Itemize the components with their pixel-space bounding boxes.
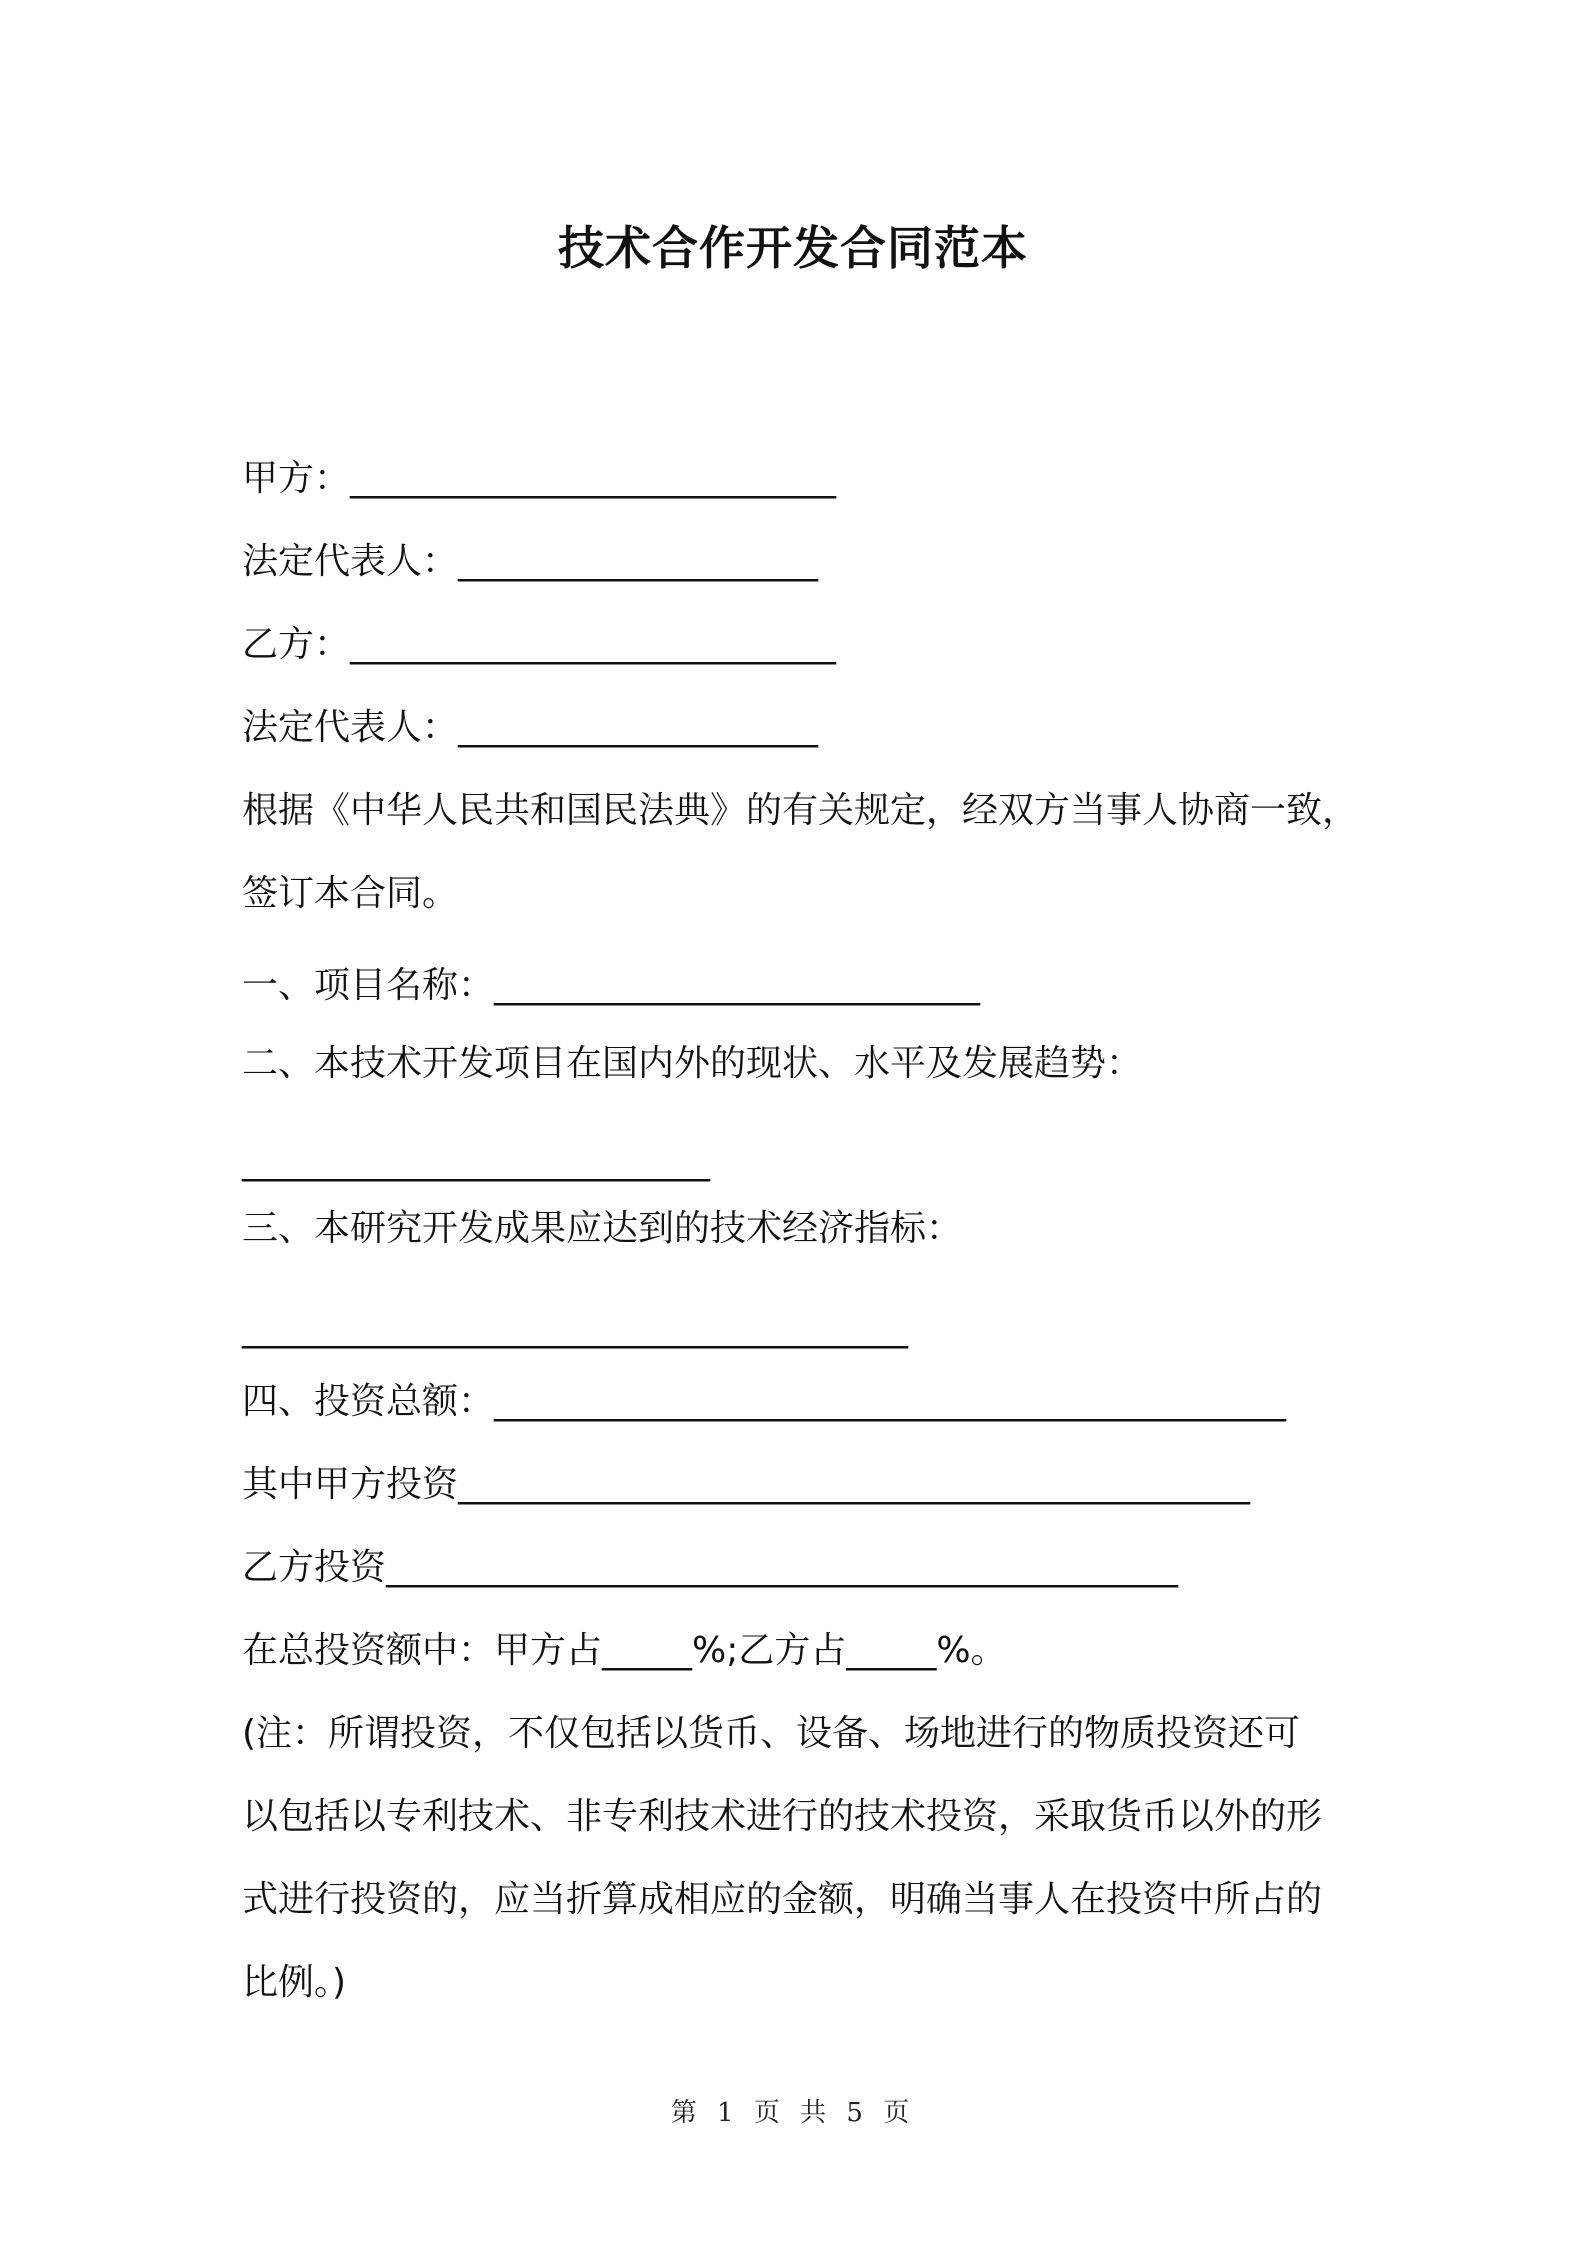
note-line-2: 以包括以专利技术、非专利技术进行的技术投资，采取货币以外的形 xyxy=(242,1796,1323,1837)
party-a-representative-line: 法定代表人：____________________ xyxy=(242,541,819,582)
page-footer: 第 1 页 共 5 页 xyxy=(670,2098,916,2128)
section-2-heading: 二、本技术开发项目在国内外的现状、水平及发展趋势： xyxy=(242,1043,1143,1084)
note-line-3: 式进行投资的，应当折算成相应的金额，明确当事人在投资中所占的 xyxy=(242,1879,1323,1920)
section-3-blank: _____________________________________ xyxy=(242,1308,908,1349)
preamble-line-1: 根据《中华人民共和国民法典》的有关规定，经双方当事人协商一致， xyxy=(242,790,1359,831)
party-b-representative-line: 法定代表人：____________________ xyxy=(242,707,819,748)
note-line-4: 比例。) xyxy=(242,1962,347,2003)
project-name-line: 一、项目名称：___________________________ xyxy=(242,965,981,1006)
party-b-line: 乙方：___________________________ xyxy=(242,624,837,665)
party-b-investment-line: 乙方投资____________________________________________ xyxy=(242,1547,1179,1588)
section-2-blank: __________________________ xyxy=(242,1141,710,1182)
document-title: 技术合作开发合同范本 xyxy=(558,221,1028,275)
investment-total-line: 四、投资总额：____________________________________________ xyxy=(242,1381,1287,1422)
section-3-heading: 三、本研究开发成果应达到的技术经济指标： xyxy=(242,1208,963,1249)
party-a-investment-line: 其中甲方投资____________________________________________ xyxy=(242,1464,1251,1505)
preamble-line-2: 签订本合同。 xyxy=(242,873,459,914)
party-a-line: 甲方：___________________________ xyxy=(242,458,837,499)
investment-share-line: 在总投资额中：甲方占_____%;乙方占_____%。 xyxy=(242,1630,1007,1671)
note-line-1: (注：所谓投资，不仅包括以货币、设备、场地进行的物质投资还可 xyxy=(242,1713,1301,1754)
